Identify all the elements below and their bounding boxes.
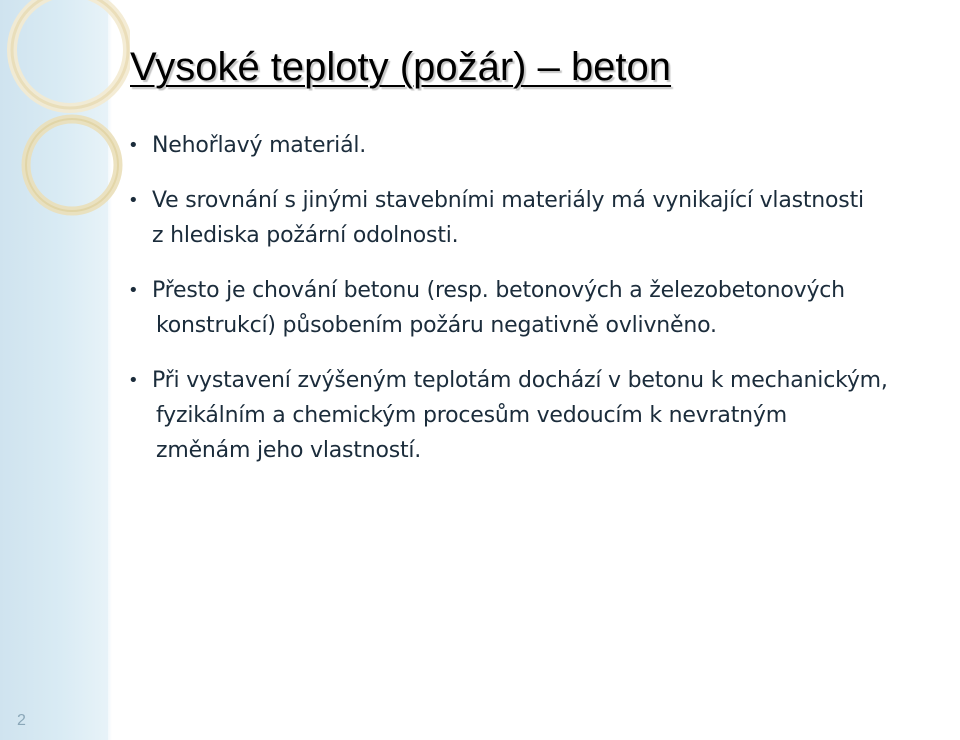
bullet-dot-icon: •: [128, 190, 139, 211]
bullet-text-line: Při vystavení zvýšeným teplotám dochází v betonu k mechanickým,: [152, 368, 888, 393]
bullet-item: [126, 273, 956, 343]
bullet-text-line: fyzikálním a chemickým procesům vedoucím k nevratným: [156, 403, 787, 428]
bullet-text-line: Ve srovnání s jinými stavebními materiály má vynikající vlastnosti: [152, 188, 864, 213]
slide-title: Vysoké teploty (požár) – beton: [130, 45, 672, 89]
bullet-dot-icon: •: [128, 370, 139, 391]
bullet-text-line: konstrukcí) působením požáru negativně ovlivněno.: [156, 313, 717, 338]
bullet-item: [126, 363, 956, 468]
bullet-dot-icon: •: [128, 280, 139, 301]
bullet-text-line: Přesto je chování betonu (resp. betonových a železobetonových: [152, 278, 845, 303]
page-number: 2: [17, 712, 26, 729]
bullet-dot-icon: •: [128, 135, 139, 156]
bullet-text-line: změnám jeho vlastností.: [156, 438, 422, 463]
bullet-text-line: z hlediska požární odolnosti.: [152, 223, 459, 248]
decorative-rings-icon: [0, 0, 130, 260]
bullet-item: [126, 183, 956, 253]
bullet-item: [126, 128, 956, 163]
bullet-text-line: Nehořlavý materiál.: [152, 133, 367, 158]
bullet-list: [126, 128, 956, 488]
